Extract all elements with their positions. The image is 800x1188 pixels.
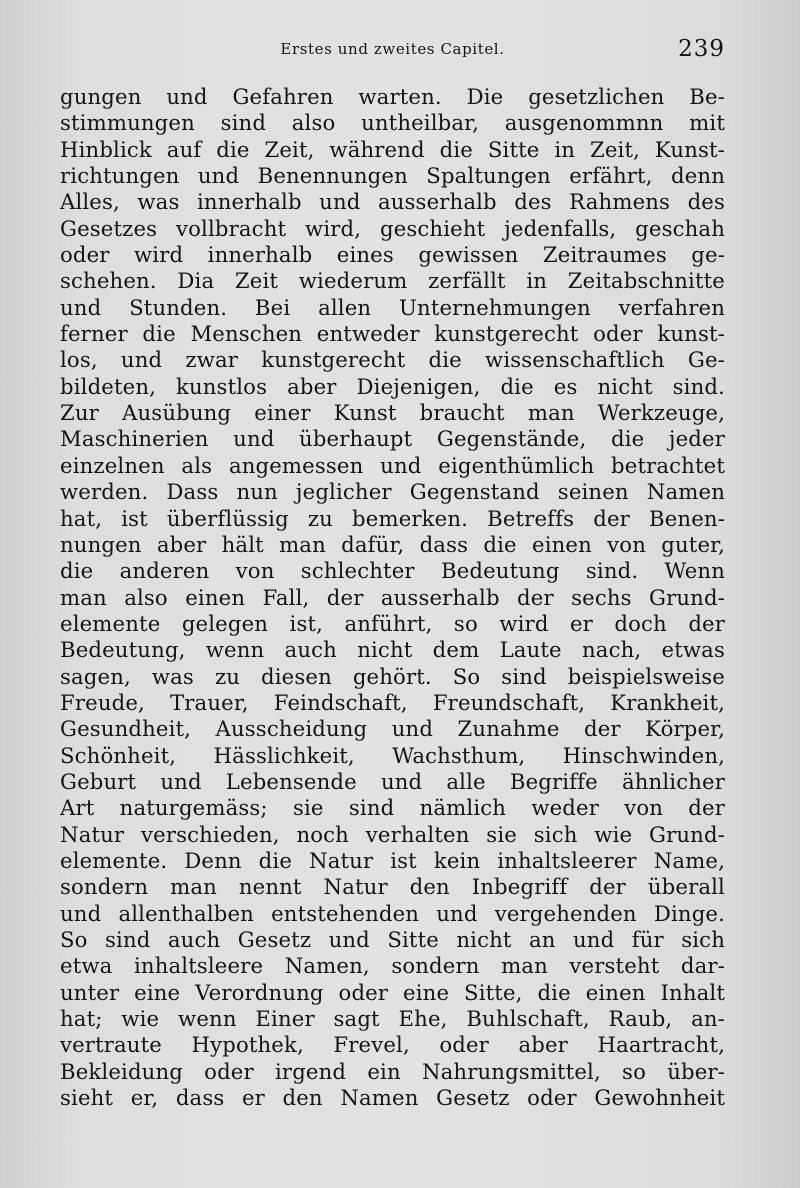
text-line: werden. Dass nun jeglicher Gegenstand seinen Namen [60,479,725,505]
text-line: Bekleidung oder irgend ein Nahrungsmittel, so über- [60,1058,725,1084]
page-header [60,36,725,76]
text-line: schehen. Dia Zeit wiederum zerfällt in Zeitabschnitte [60,268,725,294]
text-line: einzelnen als angemessen und eigenthümlich betrachtet [60,452,725,478]
text-line: Art naturgemäss; sie sind nämlich weder von der [60,795,725,821]
text-line: Alles, was innerhalb und ausserhalb des Rahmens des [60,189,725,215]
text-line: etwa inhaltsleere Namen, sondern man versteht dar- [60,953,725,979]
text-line: sagen, was zu diesen gehört. So sind beispielsweise [60,663,725,689]
text-line: richtungen und Benennungen Spaltungen erfährt, denn [60,163,725,189]
text-line: die anderen von schlechter Bedeutung sind. Wenn [60,558,725,584]
text-line: Hinblick auf die Zeit, während die Sitte in Zeit, Kunst- [60,136,725,162]
text-line: Schönheit, Hässlichkeit, Wachsthum, Hinschwinden, [60,742,725,768]
text-line: ferner die Menschen entweder kunstgerecht oder kunst- [60,321,725,347]
text-line: oder wird innerhalb eines gewissen Zeitraumes ge- [60,242,725,268]
body-text [60,84,725,1111]
text-line: gungen und Gefahren warten. Die gesetzlichen Be- [60,84,725,109]
text-line: sondern man nennt Natur den Inbegriff der überall [60,874,725,900]
text-line: vertraute Hypothek, Frevel, oder aber Haartracht, [60,1032,725,1058]
text-line: sieht er, dass er den Namen Gesetz oder Gewohnheit [60,1085,725,1111]
text-line: Freude, Trauer, Feindschaft, Freundschaft, Krankheit, [60,689,725,715]
text-line: So sind auch Gesetz und Sitte nicht an und für sich [60,927,725,952]
text-line: los, und zwar kunstgerecht die wissenschaftlich Ge- [60,347,725,373]
text-line: stimmungen sind also untheilbar, ausgenommnn mit [60,110,725,136]
text-line: hat, ist überflüssig zu bemerken. Betreffs der Benen- [60,505,725,531]
text-line: Bedeutung, wenn auch nicht dem Laute nach, etwas [60,637,725,663]
text-line: nungen aber hält man dafür, dass die einen von guter, [60,531,725,557]
page-number: 239 [678,36,725,62]
text-line: Gesetzes vollbracht wird, geschieht jedenfalls, geschah [60,215,725,241]
text-line: Zur Ausübung einer Kunst braucht man Werkzeuge, [60,400,725,426]
text-line: bildeten, kunstlos aber Diejenigen, die es nicht sind. [60,373,725,399]
text-line: Maschinerien und überhaupt Gegenstände, die jeder [60,426,725,452]
text-line: Natur verschieden, noch verhalten sie sich wie Grund- [60,821,725,847]
text-line: unter eine Verordnung oder eine Sitte, die einen Inhalt [60,979,725,1005]
text-line: Gesundheit, Ausscheidung und Zunahme der Körper, [60,716,725,742]
text-line: elemente. Denn die Natur ist kein inhaltsleerer Name, [60,847,725,873]
text-line: hat; wie wenn Einer sagt Ehe, Buhlschaft, Raub, an- [60,1006,725,1032]
text-line: und allenthalben entstehenden und vergehenden Dinge. [60,900,725,926]
text-line: elemente gelegen ist, anführt, so wird er doch der [60,610,725,636]
running-title: Erstes und zweites Capitel. [280,40,505,58]
text-line: Geburt und Lebensende und alle Begriffe ähnlicher [60,768,725,794]
text-line: und Stunden. Bei allen Unternehmungen verfahren [60,294,725,320]
text-line: man also einen Fall, der ausserhalb der sechs Grund- [60,584,725,610]
